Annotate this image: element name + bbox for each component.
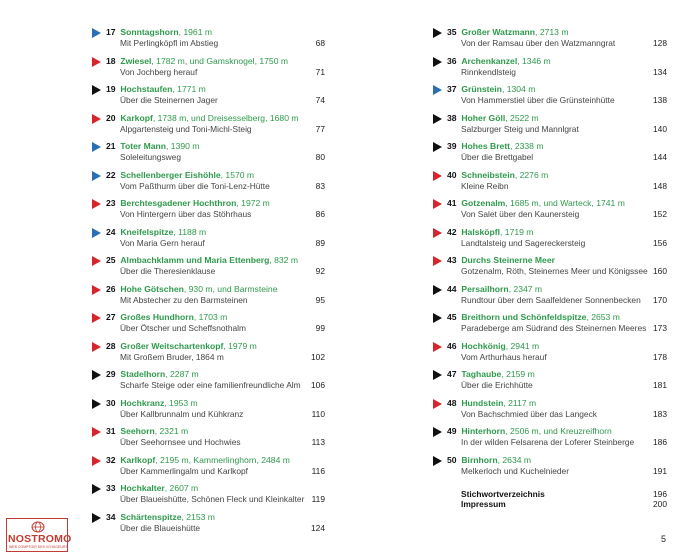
toc-entry [92, 141, 325, 170]
entry-altitude: , 2159 m [501, 369, 535, 379]
entry-subtitle: Über die Brettgabel [461, 152, 534, 162]
entry-title [447, 56, 551, 67]
extra-page: 196 [653, 489, 667, 499]
entry-page: 181 [653, 380, 667, 390]
entry-subtitle: Von Maria Gern herauf [120, 237, 205, 248]
toc-entry [92, 512, 325, 541]
entry-subtitle: Paradeberge am Südrand des Steinernen Meeres [461, 323, 647, 333]
triangle-marker-icon [92, 427, 101, 437]
entry-name: Hoher Göll [461, 112, 506, 123]
toc-entry [92, 455, 325, 484]
entry-name: Grünstein [461, 84, 502, 94]
entry-page: 144 [653, 152, 667, 162]
entry-number: 24 [106, 226, 116, 237]
entry-name: Schneibstein [461, 169, 515, 180]
entry-number: 27 [106, 312, 116, 322]
toc-entry [433, 84, 667, 113]
entry-name: Hochkönig [461, 340, 506, 351]
entry-subtitle: Mit Großem Bruder, 1864 m [120, 351, 224, 362]
entry-altitude: , 2153 m [181, 511, 215, 522]
entry-title [447, 426, 612, 437]
entry-name: Zwiesel [120, 55, 152, 66]
triangle-marker-icon [433, 57, 442, 67]
entry-name: Gotzenalm [461, 198, 506, 208]
entry-number: 28 [106, 340, 116, 351]
toc-entry [433, 141, 667, 170]
entry-name: Hochkalter [120, 483, 165, 493]
entry-title [447, 398, 536, 409]
entry-subtitle: Vom Paßthurm über die Toni-Lenz-Hütte [120, 180, 270, 191]
toc-entry [92, 113, 325, 142]
entry-altitude: , 2338 m [510, 141, 544, 151]
entry-page: 178 [653, 351, 667, 362]
entry-title [447, 113, 539, 124]
toc-entry [92, 198, 325, 227]
entry-title [106, 455, 290, 466]
entry-subtitle: Salzburger Steig und Mannlgrat [461, 123, 579, 134]
entry-subtitle: Scharfe Steige oder eine familienfreundliche Alm [120, 380, 301, 390]
entry-number: 22 [106, 169, 116, 180]
triangle-marker-icon [92, 85, 101, 95]
entry-number: 18 [106, 55, 116, 66]
entry-altitude: , 2506 m, und Kreuzreifhorn [505, 426, 612, 436]
toc-entry [92, 56, 325, 85]
toc-entry [92, 284, 325, 313]
globe-icon [31, 521, 45, 533]
entry-subtitle: Über die Erichhütte [461, 380, 533, 390]
toc-entry [433, 341, 667, 370]
triangle-marker-icon [433, 28, 442, 38]
entry-name: Almbachklamm und Maria Ettenberg [120, 255, 270, 265]
extra-page: 200 [653, 499, 667, 509]
toc-entry [92, 27, 325, 56]
entry-altitude: , 2287 m [165, 369, 199, 379]
entry-title [447, 455, 531, 466]
entry-page: 92 [315, 266, 325, 276]
entry-number: 49 [447, 426, 457, 436]
entry-name: Hohes Brett [461, 141, 511, 151]
toc-entry [92, 84, 325, 113]
entry-name: Birnhorn [461, 454, 498, 465]
entry-name: Schärtenspitze [120, 511, 182, 522]
entry-title [106, 369, 199, 380]
entry-subtitle: Über Kallbrunnalm und Kühkranz [120, 408, 244, 419]
triangle-marker-icon [433, 142, 442, 152]
entry-subtitle: In der wilden Felsarena der Loferer Steinberge [461, 437, 635, 447]
entry-altitude: , 2522 m [505, 112, 539, 123]
entry-page: 134 [653, 66, 667, 77]
entry-number: 31 [106, 426, 116, 436]
entry-number: 25 [106, 255, 116, 265]
entry-subtitle: Soleleitungsweg [120, 152, 181, 162]
entry-name: Toter Mann [120, 141, 167, 151]
entry-subtitle: Kleine Reibn [461, 180, 509, 191]
entry-altitude: , 832 m [269, 255, 299, 265]
entry-subtitle: Landtalsteig und Sagereckersteig [461, 237, 586, 248]
entry-number: 30 [106, 397, 116, 408]
triangle-marker-icon [92, 57, 101, 67]
entry-altitude: , 1771 m [172, 84, 206, 94]
toc-left-column [92, 27, 325, 540]
extra-label: Stichwortverzeichnis [461, 489, 545, 499]
toc-entry [92, 398, 325, 427]
entry-number: 48 [447, 397, 457, 408]
entry-page: 110 [311, 408, 325, 419]
entry-title [106, 113, 299, 124]
entry-name: Stadelhorn [120, 369, 166, 379]
entry-page: 102 [311, 351, 325, 362]
toc-right-column [433, 27, 667, 509]
toc-entry [433, 27, 667, 56]
entry-title [106, 341, 257, 352]
toc-entry [433, 455, 667, 484]
entry-number: 32 [106, 454, 116, 465]
triangle-marker-icon [433, 427, 442, 437]
entry-altitude: , 1953 m [164, 397, 198, 408]
entry-number: 21 [106, 141, 116, 151]
entry-subtitle: Über Kammerlingalm und Karlkopf [120, 465, 249, 476]
toc-entry [92, 426, 325, 455]
entry-altitude: , 930 m, und Barmsteine [183, 283, 278, 294]
triangle-marker-icon [433, 171, 442, 181]
entry-subtitle: Über die Theresienklause [120, 266, 216, 276]
entry-page: 74 [315, 95, 325, 105]
toc-entry [433, 369, 667, 398]
entry-name: Großer Weitschartenkopf [120, 340, 224, 351]
entry-page: 140 [653, 123, 667, 134]
entry-title [447, 141, 544, 152]
entry-subtitle: Von Hintergern über das Stöhrhaus [120, 209, 252, 219]
entry-altitude: , 1979 m [223, 340, 257, 351]
entry-name: Persailhorn [461, 283, 509, 294]
entry-page: 99 [315, 323, 325, 333]
entry-number: 17 [106, 27, 116, 37]
entry-title [106, 398, 198, 409]
entry-altitude: , 2195 m, Kammerlinghorn, 2484 m [155, 454, 290, 465]
extra-label: Impressum [461, 499, 506, 509]
entry-altitude: , 2321 m [154, 426, 189, 436]
entry-name: Großer Watzmann [461, 27, 536, 37]
entry-number: 42 [447, 226, 457, 237]
entry-altitude: , 2117 m [503, 397, 537, 408]
entry-subtitle: Melkerloch und Kuchelnieder [461, 465, 570, 476]
entry-title [106, 426, 188, 437]
entry-altitude: , 1961 m [178, 27, 213, 37]
entry-subtitle: Über Blaueishütte, Schönen Fleck und Kleinkalter [120, 494, 305, 504]
toc-entry [92, 341, 325, 370]
entry-title [106, 284, 277, 295]
entry-name: Durchs Steinerne Meer [461, 255, 555, 265]
entry-name: Hundstein [461, 397, 504, 408]
entry-subtitle: Von Jochberg herauf [120, 66, 198, 77]
entry-number: 19 [106, 84, 116, 94]
entry-altitude: , 1738 m, und Dreisesselberg, 1680 m [152, 112, 299, 123]
entry-name: Großes Hundhorn [120, 312, 194, 322]
entry-page: 106 [311, 380, 325, 390]
toc-entry [433, 113, 667, 142]
entry-altitude: , 1703 m [193, 312, 228, 322]
entry-page: 148 [653, 180, 667, 191]
entry-page: 124 [311, 522, 325, 533]
entry-name: Hochstaufen [120, 84, 173, 94]
entry-name: Hochkranz [120, 397, 165, 408]
toc-entry [92, 227, 325, 256]
entry-number: 33 [106, 483, 116, 493]
entry-page: 89 [315, 237, 325, 248]
triangle-marker-icon [92, 171, 101, 181]
entry-subtitle: Gotzenalm, Röth, Steinernes Meer und Königssee [461, 266, 648, 276]
triangle-marker-icon [92, 484, 101, 494]
triangle-marker-icon [92, 342, 101, 352]
entry-page: 186 [653, 437, 667, 447]
entry-subtitle: Mit Abstecher zu den Barmsteinen [120, 294, 248, 305]
toc-entry [433, 255, 667, 284]
entry-title [106, 227, 206, 238]
entry-number: 39 [447, 141, 457, 151]
entry-number: 41 [447, 198, 457, 208]
toc-extras [433, 489, 667, 509]
entry-page: 68 [315, 38, 325, 48]
entry-name: Karkopf [120, 112, 153, 123]
entry-number: 38 [447, 112, 457, 123]
entry-number: 34 [106, 511, 116, 522]
entry-altitude: , 2276 m [514, 169, 549, 180]
triangle-marker-icon [433, 399, 442, 409]
entry-page: 173 [653, 323, 667, 333]
entry-altitude: , 2713 m [535, 27, 569, 37]
entry-altitude: , 1570 m [220, 169, 255, 180]
entry-subtitle: Über Ötscher und Scheffsnothalm [120, 323, 247, 333]
entry-title [447, 312, 620, 323]
entry-page: 71 [315, 66, 325, 77]
toc-entry [92, 369, 325, 398]
entry-page: 77 [315, 123, 325, 134]
entry-page: 138 [653, 95, 667, 105]
entry-number: 29 [106, 369, 116, 379]
entry-title [106, 170, 254, 181]
entry-page: 160 [653, 266, 667, 276]
triangle-marker-icon [92, 513, 101, 523]
entry-number: 26 [106, 283, 116, 294]
toc-entry [433, 284, 667, 313]
entry-altitude: , 2941 m [505, 340, 540, 351]
toc-entry [433, 426, 667, 455]
toc-entry [433, 398, 667, 427]
entry-title [106, 27, 212, 38]
toc-entry [92, 255, 325, 284]
entry-title [447, 27, 569, 38]
entry-title [106, 512, 215, 523]
triangle-marker-icon [92, 285, 101, 295]
entry-altitude: , 1304 m [501, 84, 536, 94]
entry-altitude: , 1782 m, und Gamsknogel, 1750 m [151, 55, 289, 66]
entry-subtitle: Über Seehornsee und Hochwies [120, 437, 241, 447]
entry-name: Karlkopf [120, 454, 156, 465]
triangle-marker-icon [92, 456, 101, 466]
entry-subtitle: Über die Steinernen Jager [120, 95, 218, 105]
toc-entry [433, 56, 667, 85]
entry-title [106, 255, 298, 266]
entry-altitude: , 2634 m [497, 454, 532, 465]
toc-entry [433, 198, 667, 227]
entry-page: 113 [311, 437, 325, 447]
toc-entry [92, 312, 325, 341]
entry-subtitle: Rundtour über dem Saalfeldener Sonnenbecken [461, 294, 641, 305]
entry-number: 50 [447, 454, 457, 465]
entry-name: Berchtesgadener Hochthron [120, 198, 237, 208]
triangle-marker-icon [433, 342, 442, 352]
entry-title [447, 198, 625, 209]
toc-extra-entry [433, 499, 667, 509]
entry-number: 37 [447, 84, 457, 94]
entry-number: 40 [447, 169, 457, 180]
entry-number: 23 [106, 198, 116, 208]
entry-subtitle: Mit Perlingköpfl im Abstieg [120, 38, 219, 48]
triangle-marker-icon [92, 142, 101, 152]
entry-page: 156 [653, 237, 667, 248]
entry-name: Breithorn und Schönfeldspitze [461, 312, 587, 322]
entry-subtitle: Von Salet über den Kaunersteig [461, 209, 580, 219]
entry-number: 36 [447, 55, 457, 66]
entry-altitude: , 2653 m [586, 312, 620, 322]
triangle-marker-icon [433, 256, 442, 266]
entry-subtitle: Vom Arthurhaus herauf [461, 351, 547, 362]
entry-page: 80 [315, 152, 325, 162]
triangle-marker-icon [433, 228, 442, 238]
triangle-marker-icon [92, 399, 101, 409]
entry-subtitle: Von Hammerstiel über die Grünsteinhütte [461, 95, 615, 105]
entry-number: 44 [447, 283, 457, 294]
toc-entry [92, 170, 325, 199]
triangle-marker-icon [92, 228, 101, 238]
toc-entry [433, 312, 667, 341]
entry-number: 43 [447, 255, 457, 265]
toc-entry [92, 483, 325, 512]
entry-title [447, 227, 533, 238]
entry-altitude: , 2607 m [164, 483, 199, 493]
entry-altitude: , 1972 m [236, 198, 270, 208]
entry-page: 183 [653, 408, 667, 419]
entry-subtitle: Rinnkendlsteig [461, 66, 516, 77]
triangle-marker-icon [433, 313, 442, 323]
triangle-marker-icon [92, 199, 101, 209]
toc-entry [433, 227, 667, 256]
entry-name: Archenkanzel [461, 55, 518, 66]
toc-extra-entry [433, 489, 667, 499]
entry-title [447, 369, 535, 380]
entry-number: 20 [106, 112, 116, 123]
entry-title [106, 56, 288, 67]
entry-subtitle: Von Bachschmied über das Langeck [461, 408, 597, 419]
entry-name: Taghaube [461, 369, 502, 379]
entry-name: Schellenberger Eishöhle [120, 169, 221, 180]
entry-title [106, 141, 199, 152]
entry-title [447, 255, 555, 266]
nostromo-logo [6, 518, 72, 552]
entry-number: 35 [447, 27, 457, 37]
entry-page: 128 [653, 38, 667, 48]
entry-title [447, 284, 542, 295]
entry-subtitle: Von der Ramsau über den Watzmanngrat [461, 38, 616, 48]
entry-name: Kneifelspitze [120, 226, 174, 237]
logo-tagline: WEB COMPTOIR DES VOYAGEURS [9, 545, 68, 549]
entry-title [447, 84, 535, 95]
entry-altitude: , 1685 m, und Warteck, 1741 m [505, 198, 625, 208]
entry-title [106, 483, 198, 494]
entry-title [447, 341, 539, 352]
triangle-marker-icon [92, 370, 101, 380]
entry-altitude: , 2347 m [508, 283, 543, 294]
page-number: 5 [660, 534, 666, 544]
entry-name: Hinterhorn [461, 426, 506, 436]
toc-entry [433, 170, 667, 199]
triangle-marker-icon [433, 85, 442, 95]
entry-page: 152 [653, 209, 667, 219]
entry-number: 45 [447, 312, 457, 322]
entry-title [106, 312, 227, 323]
entry-title [106, 84, 206, 95]
entry-page: 83 [315, 180, 325, 191]
entry-title [106, 198, 270, 209]
entry-page: 191 [653, 465, 667, 476]
entry-number: 47 [447, 369, 457, 379]
entry-altitude: , 1719 m [500, 226, 534, 237]
triangle-marker-icon [433, 370, 442, 380]
entry-name: Sonntagshorn [120, 27, 179, 37]
entry-subtitle: Alpgartensteig und Toni-Michl-Steig [120, 123, 252, 134]
entry-page: 116 [311, 465, 325, 476]
entry-page: 119 [311, 494, 325, 504]
entry-number: 46 [447, 340, 457, 351]
entry-altitude: , 1188 m [173, 226, 207, 237]
entry-altitude: , 1346 m [517, 55, 551, 66]
triangle-marker-icon [433, 456, 442, 466]
entry-name: Hohe Götschen [120, 283, 184, 294]
triangle-marker-icon [92, 114, 101, 124]
triangle-marker-icon [92, 313, 101, 323]
triangle-marker-icon [433, 285, 442, 295]
entry-subtitle: Über die Blaueishütte [120, 522, 201, 533]
entry-altitude: , 1390 m [166, 141, 200, 151]
triangle-marker-icon [92, 256, 101, 266]
entry-name: Halsköpfl [461, 226, 501, 237]
entry-name: Seehorn [120, 426, 155, 436]
entry-page: 95 [315, 294, 325, 305]
triangle-marker-icon [433, 114, 442, 124]
entry-title [447, 170, 548, 181]
triangle-marker-icon [433, 199, 442, 209]
entry-page: 86 [315, 209, 325, 219]
entry-page: 170 [653, 294, 667, 305]
logo-wordmark: NOSTROMO [8, 533, 72, 545]
triangle-marker-icon [92, 28, 101, 38]
